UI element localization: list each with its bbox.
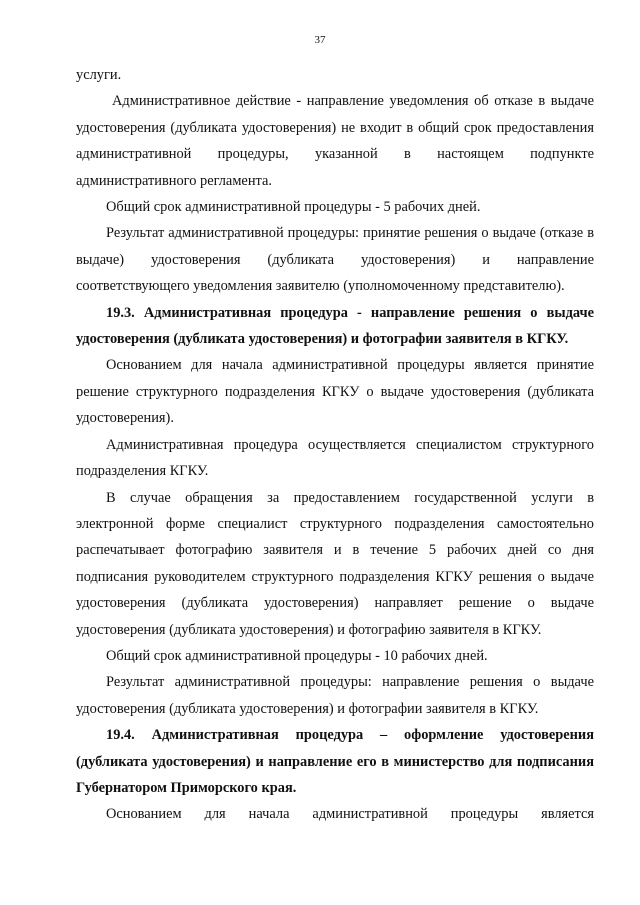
paragraph: Результат административной процедуры: направление решения о выдаче удостоверения (дубликата удостоверения) и фотографии заявителя в КГКУ. [76, 674, 594, 717]
paragraph: услуги. [76, 67, 122, 83]
paragraph: Основанием для начала административной процедуры является принятие решение структурного подразделения КГКУ о выдаче удостоверения (дубликата удостоверения). [76, 357, 594, 427]
paragraph: Административное действие - направление уведомления об отказе в выдаче удостоверения (дубликата удостоверения) не входит в общий срок предоставления административной процедуры, указанной в настоящем подпункте административного регламента. [76, 93, 594, 189]
paragraph: Общий срок административной процедуры - 5 рабочих дней. [106, 199, 481, 216]
document-body [76, 62, 594, 828]
paragraph: В случае обращения за предоставлением государственной услуги в электронной форме специалист структурного подразделения самостоятельно распечатывает фотографию заявителя и в течение 5 рабочих дней со дня подписания руководителем структурного подразделения КГКУ решения о выдаче удостоверения (дубликата удостоверения) направляет решение о выдаче удостоверения (дубликата удостоверения) и фотографию заявителя в КГКУ. [76, 489, 594, 638]
paragraph: Общий срок административной процедуры - 10 рабочих дней. [106, 647, 488, 664]
paragraph: Административная процедура осуществляется специалистом структурного подразделения КГКУ. [76, 436, 594, 480]
paragraph: Основанием для начала административной процедуры является [106, 806, 594, 823]
paragraph: Результат административной процедуры: принятие решения о выдаче (отказе в выдаче) удостоверения (дубликата удостоверения) и направление соответствующего уведомления заявителю (уполномоченному представителю). [76, 225, 594, 295]
section-heading-19-3: 19.3. Административная процедура - направление решения о выдаче удостоверения (дубликата удостоверения) и фотографии заявителя в КГКУ. [76, 304, 594, 348]
page-number: 37 [314, 34, 326, 46]
section-heading-19-4: 19.4. Административная процедура – оформление удостоверения (дубликата удостоверения) и направление его в министерство для подписания Губернатором Приморского края. [76, 727, 594, 796]
